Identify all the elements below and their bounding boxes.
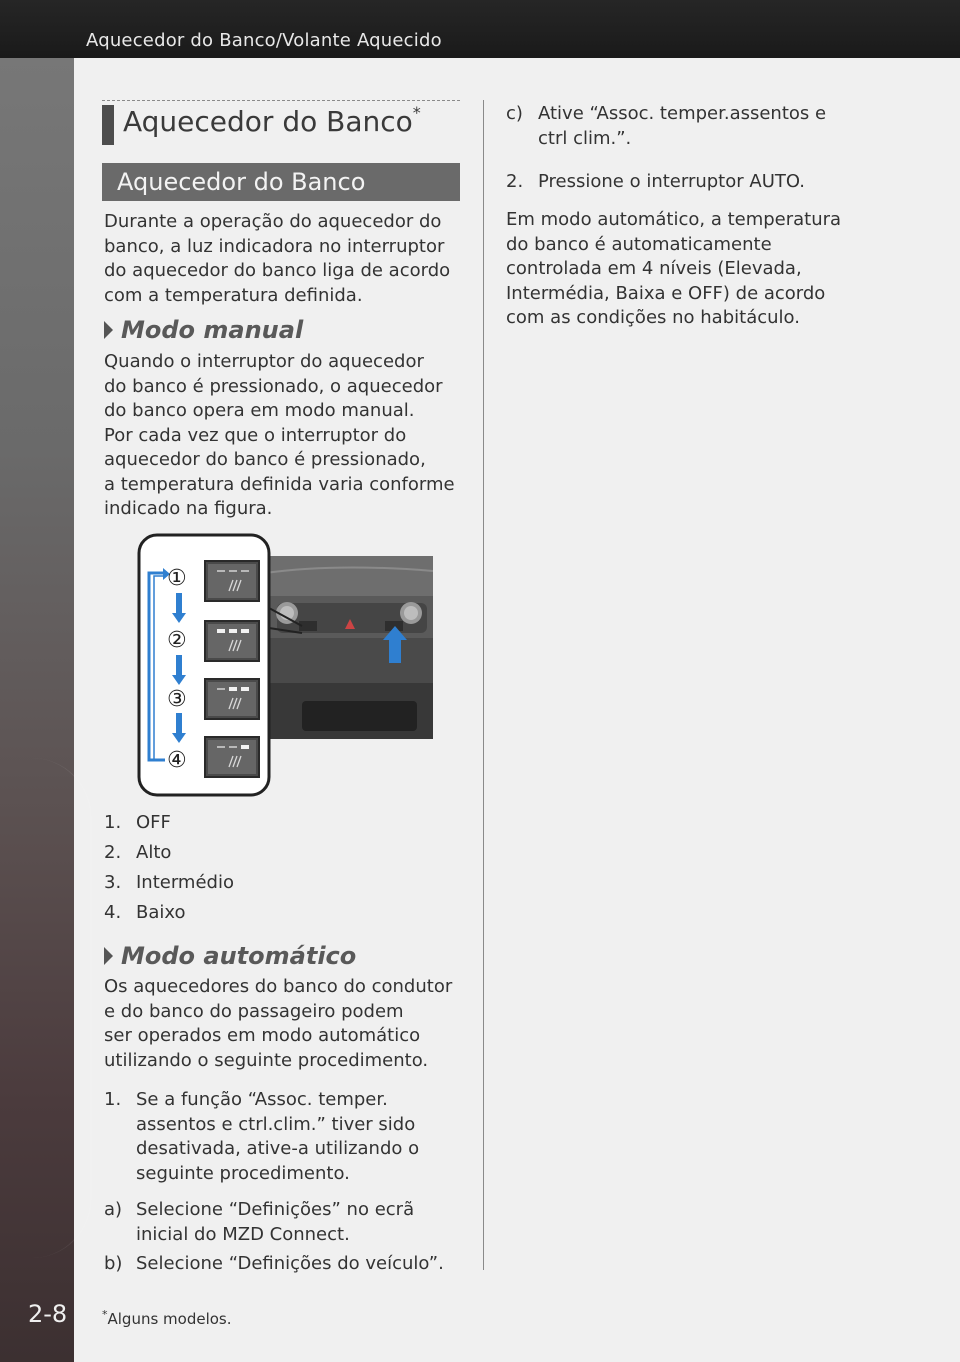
- text-line: desativada, ative-a utilizando o: [136, 1138, 420, 1159]
- indicator-lamp: [229, 746, 237, 748]
- text-line: Selecione “Definições” no ecrã: [136, 1199, 415, 1220]
- auto-mode-heading: [104, 942, 356, 970]
- level-label: Alto: [136, 842, 172, 863]
- level-number: 1.: [104, 812, 122, 833]
- text-line: Se a função “Assoc. temper.: [136, 1089, 388, 1110]
- indicator-lamp: [229, 687, 237, 691]
- text-line: com as condições no habitáculo.: [506, 307, 800, 328]
- heading-bar: [102, 105, 114, 145]
- text-line: Pressione o interruptor AUTO.: [538, 171, 806, 192]
- intro-paragraph: [104, 210, 450, 308]
- heading-marker-icon: [104, 947, 113, 965]
- manual-mode-title: Modo manual: [121, 316, 304, 344]
- text-line: banco, a luz indicadora no interruptor: [104, 235, 445, 257]
- seat-heater-switch-icon: [205, 679, 259, 719]
- footnote-mark: *: [102, 1308, 108, 1321]
- indicator-lamp: [229, 570, 237, 572]
- level-number: 2.: [104, 842, 122, 863]
- auto-result-paragraph: [506, 208, 841, 331]
- manual-mode-paragraph: [104, 350, 455, 522]
- text-line: e do banco do passageiro podem: [104, 1000, 404, 1022]
- indicator-lamp: [241, 570, 249, 572]
- text-line: Quando o interruptor do aquecedor: [104, 351, 424, 372]
- seat-heater-switch-icon: [205, 737, 259, 777]
- step-number-3: ③: [167, 687, 187, 712]
- text-line: Por cada vez que o interruptor do: [104, 424, 407, 446]
- manual-mode-heading: [104, 316, 303, 344]
- indicator-lamp: [241, 745, 249, 749]
- footnote-text: Alguns modelos.: [107, 1310, 232, 1328]
- header-bar: [0, 0, 960, 58]
- text-line: a temperatura definida varia conforme: [104, 473, 455, 495]
- text-line: Em modo automático, a temperatura: [506, 209, 842, 230]
- seat-seam-decoration: [0, 758, 92, 1258]
- level-number: 3.: [104, 872, 122, 893]
- section-heading: [102, 100, 460, 146]
- subsection-title: Aquecedor do Banco: [117, 168, 366, 196]
- section-title-mark: *: [412, 103, 421, 122]
- text-line: indicado na figura.: [104, 498, 273, 519]
- text-line: aquecedor do banco é pressionado,: [104, 449, 426, 470]
- text-line: ctrl clim.”.: [538, 127, 632, 149]
- text-line: do banco é pressionado, o aquecedor: [104, 375, 443, 397]
- text-line: controlada em 4 níveis (Elevada,: [506, 258, 802, 279]
- side-photo-strip: [0, 58, 74, 1362]
- auto-mode-paragraph: [104, 975, 452, 1073]
- header-title: Aquecedor do Banco/Volante Aquecido: [86, 30, 442, 51]
- indicator-lamp: [241, 687, 249, 691]
- indicator-lamp: [217, 688, 225, 690]
- substep-letter: a): [104, 1199, 123, 1220]
- text-line: inicial do MZD Connect.: [136, 1223, 350, 1245]
- indicator-lamp: [217, 746, 225, 748]
- level-number: 4.: [104, 902, 122, 923]
- text-line: Intermédia, Baixa e OFF) de acordo: [506, 282, 826, 304]
- footnote: [102, 1308, 232, 1328]
- subsection-heading: [102, 163, 460, 201]
- text-line: do aquecedor do banco liga de acordo: [104, 260, 451, 281]
- heading-marker-icon: [104, 321, 113, 339]
- text-line: Durante a operação do aquecedor do: [104, 211, 442, 232]
- text-line: do banco é automaticamente: [506, 233, 772, 255]
- indicator-lamp: [217, 629, 225, 633]
- column-divider: [483, 100, 484, 1270]
- text-line: utilizando o seguinte procedimento.: [104, 1049, 429, 1071]
- indicator-lamp: [241, 629, 249, 633]
- auto-mode-title: Modo automático: [121, 942, 357, 970]
- step-number-1: ①: [167, 566, 187, 591]
- page-number: 2-8: [28, 1300, 68, 1328]
- text-line: do banco opera em modo manual.: [104, 400, 415, 421]
- seat-heater-switch-icon: [205, 561, 259, 601]
- text-line: com a temperatura definida.: [104, 284, 363, 306]
- text-line: Ative “Assoc. temper.assentos e: [538, 103, 827, 124]
- section-title: Aquecedor do Banco: [123, 105, 413, 138]
- seat-heater-switch-icon: [205, 621, 259, 661]
- text-line: seguinte procedimento.: [136, 1162, 350, 1184]
- level-label: Baixo: [136, 902, 186, 923]
- indicator-lamp: [229, 629, 237, 633]
- indicator-lamp: [217, 570, 225, 572]
- level-label: OFF: [136, 812, 171, 833]
- step-number-2: ②: [167, 628, 187, 653]
- dashboard-photo: [265, 556, 433, 739]
- text-line: Os aquecedores do banco do condutor: [104, 976, 453, 997]
- level-label: Intermédio: [136, 872, 234, 893]
- substep-letter: b): [104, 1253, 123, 1274]
- text-line: Selecione “Definições do veículo”.: [136, 1253, 444, 1274]
- step-number: 1.: [104, 1089, 122, 1110]
- substep-letter: c): [506, 103, 523, 124]
- step-number-4: ④: [167, 748, 187, 773]
- step-number: 2.: [506, 171, 524, 192]
- text-line: ser operados em modo automático: [104, 1025, 421, 1046]
- seat-heater-switch-figure: [137, 533, 433, 799]
- text-line: assentos e ctrl.clim.” tiver sido: [136, 1113, 416, 1135]
